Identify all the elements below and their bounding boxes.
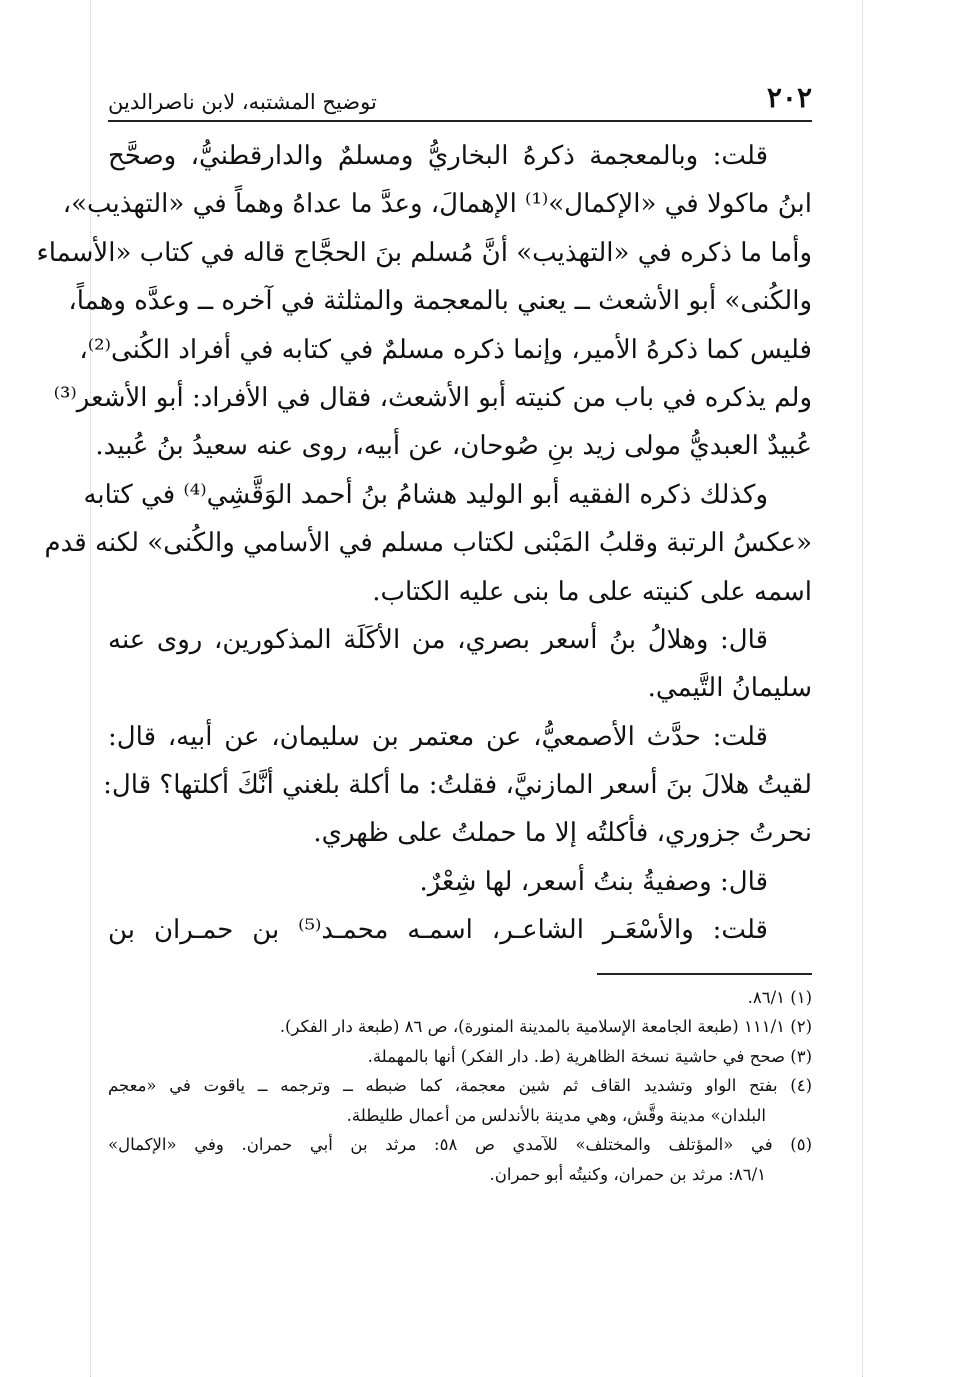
running-title: توضيح المشتبه، لابن ناصرالدين (108, 90, 377, 114)
text-line: قلت: وبالمعجمة ذكرهُ البخاريُّ ومسلمٌ والدارقطنيُّ، وصحَّح (108, 141, 768, 171)
footnote-separator (597, 973, 812, 975)
footnote-line: ٨٦/١: مرثد بن حمران، وكنيتُه أبو حمران. (489, 1164, 766, 1184)
footnote-line: (٤) بفتح الواو وتشديد القاف ثم شين معجمة، كما ضبطه ــ وترجمه ــ ياقوت في «معجم (108, 1076, 812, 1096)
footnote-line: (٢) ١١١/١ (طبعة الجامعة الإسلامية بالمدينة المنورة)، ص ٨٦ (طبعة دار الفكر). (279, 1017, 812, 1037)
text-line: وكذلك ذكره الفقيه أبو الوليد هشامُ بنُ أحمد الوَقَّشِي⁽⁴⁾ في كتابه (83, 479, 768, 510)
text-line: قال: وصفيةُ بنتُ أسعر، لها شِعْرٌ. (419, 866, 768, 897)
text-line: فليس كما ذكرهُ الأمير، وإنما ذكره مسلمٌ في كتابه في أفراد الكُنى⁽²⁾، (79, 334, 812, 365)
footnote-line: (٣) صحح في حاشية نسخة الظاهرية (ط. دار الفكر) أنها بالمهملة. (367, 1046, 812, 1066)
text-line: قال: وهلالُ بنُ أسعر بصري، من الأكَلَة المذكورين، روى عنه (108, 624, 768, 655)
text-line: ابنُ ماكولا في «الإكمال»⁽¹⁾ الإهمالَ، وعدَّ ما عداهُ وهماً في «التهذيب»، (62, 189, 812, 220)
text-line: اسمه على كنيته على ما بنى عليه الكتاب. (372, 576, 812, 607)
page-guide-line (862, 0, 863, 1377)
text-line: نحرتُ جزوري، فأكلتُه إلا ما حملتُ على ظهري. (313, 818, 812, 849)
footnote-line: (٥) في «المؤتلف والمختلف» للآمدي ص ٥٨: مرثد بن أبي حمران. وفي «الإكمال» (108, 1135, 813, 1155)
text-line: «عكسُ الرتبة وقلبُ المَبْنى لكتاب مسلم في الأسامي والكُنى» لكنه قدم (44, 528, 812, 559)
text-line: وأما ما ذكره في «التهذيب» أنَّ مُسلم بنَ الحجَّاج قاله في كتاب «الأسماء (36, 237, 812, 268)
footnotes (108, 983, 812, 1190)
footnote-line: البلدان» مدينة وقَّش، وهي مدينة بالأندلس من أعمال طليطلة. (346, 1105, 766, 1125)
text-line: والكُنى» أبو الأشعث ــ يعني بالمعجمة والمثلثة في آخره ــ وعدَّه وهماً، (68, 286, 812, 317)
main-text (36, 132, 812, 955)
page-number: ٢٠٢ (766, 81, 812, 114)
text-line: لقيتُ هلالَ بنَ أسعر المازنيَّ، فقلتُ: ما أكلة بلغني أنَّكَ أكلتها؟ قال: (103, 770, 812, 801)
text-line: ولم يذكره في باب من كنيته أبو الأشعث، فقال في الأفراد: أبو الأشعر⁽³⁾ (53, 382, 812, 413)
book-page (36, 70, 813, 1189)
page-header (108, 70, 812, 122)
text-line: قلت: والأسْعَـر الشاعـر، اسمـه محمـد⁽⁵⁾ بن حمـران بن (108, 915, 768, 946)
text-line: عُبيدٌ العبديُّ مولى زيد بنِ صُوحان، عن أبيه، روى عنه سعيدُ بنُ عُبيد. (95, 431, 812, 462)
text-line: قلت: حدَّث الأصمعيُّ، عن معتمر بن سليمان، عن أبيه، قال: (108, 721, 768, 752)
footnote-line: (١) ٨٦/١. (747, 987, 812, 1007)
text-line: سليمانُ التَّيمي. (647, 673, 812, 704)
